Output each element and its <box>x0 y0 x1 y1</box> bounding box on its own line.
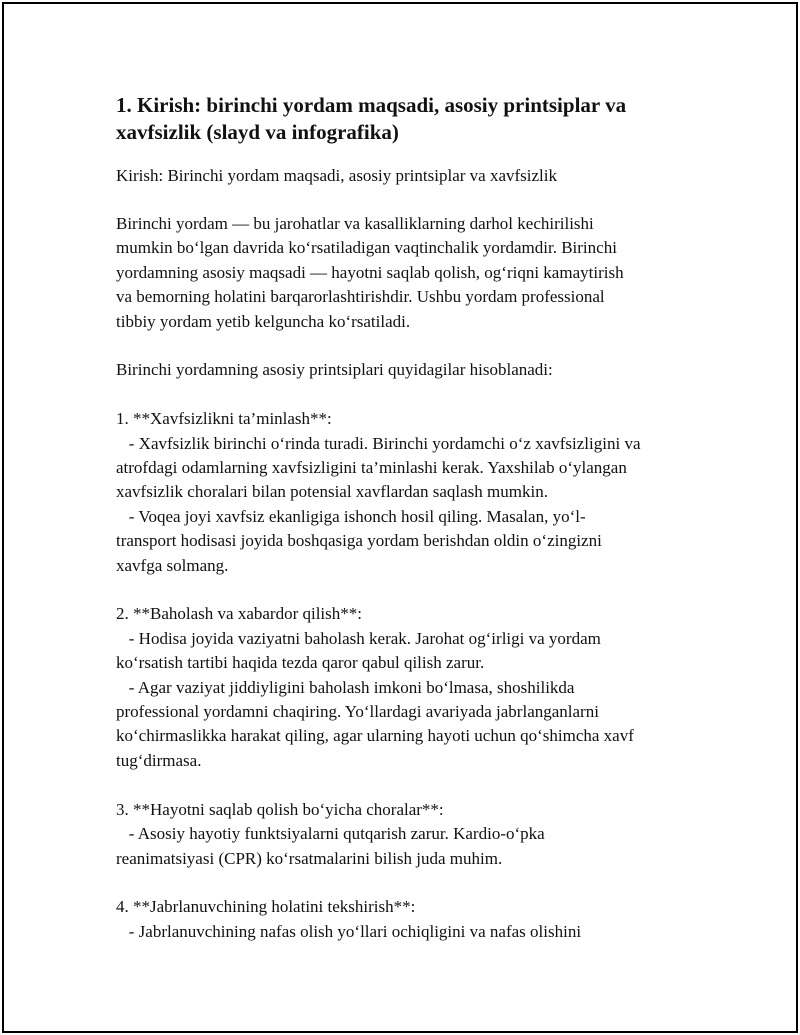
section-4 <box>116 895 696 944</box>
section-heading: 4. **Jabrlanuvchining holatini tekshirish**: <box>116 897 416 917</box>
text-line: - Xavfsizlik birinchi o‘rinda turadi. Birinchi yordamchi o‘z xavfsizligini va <box>116 433 641 453</box>
intro-paragraph <box>116 212 696 334</box>
text-line: tug‘dirmasa. <box>116 750 202 770</box>
section-1 <box>116 407 696 578</box>
text-line: - Jabrlanuvchining nafas olish yo‘llari ochiqligini va nafas olishini <box>116 921 582 941</box>
text-line: reanimatsiyasi (CPR) ko‘rsatmalarini bilish juda muhim. <box>116 848 503 868</box>
text-line: ko‘rsatish tartibi haqida tezda qaror qabul qilish zarur. <box>116 653 485 673</box>
text-line: Birinchi yordam — bu jarohatlar va kasalliklarning darhol kechirilishi <box>116 214 594 233</box>
principles-intro: Birinchi yordamning asosiy printsiplari quyidagilar hisoblanadi: <box>116 360 553 380</box>
section-heading: 2. **Baholash va xabardor qilish**: <box>116 604 362 624</box>
text-line: yordamning asosiy maqsadi — hayotni saqlab qolish, og‘riqni kamaytirish <box>116 262 624 282</box>
text-line: atrofdagi odamlarning xavfsizligini ta’minlashi kerak. Yaxshilab o‘ylangan <box>116 458 627 478</box>
text-line: tibbiy yordam yetib kelguncha ko‘rsatiladi. <box>116 311 411 331</box>
text-line: - Hodisa joyida vaziyatni baholash kerak. Jarohat og‘irligi va yordam <box>116 628 601 648</box>
text-line: professional yordamni chaqiring. Yo‘llardagi avariyada jabrlanganlarni <box>116 702 599 722</box>
text-line: - Agar vaziyat jiddiyligini baholash imkoni bo‘lmasa, shoshilikda <box>116 677 575 697</box>
text-line: - Asosiy hayotiy funktsiyalarni qutqarish zarur. Kardio-o‘pka <box>116 824 545 844</box>
section-2 <box>116 602 696 773</box>
text-line: xavfsizlik choralari bilan potensial xavflardan saqlash mumkin. <box>116 482 548 502</box>
text-line: mumkin bo‘lgan davrida ko‘rsatiladigan vaqtinchalik yordamdir. Birinchi <box>116 238 617 258</box>
text-line: xavfga solmang. <box>116 555 229 575</box>
document-title: 1. Kirish: birinchi yordam maqsadi, asosiy printsiplar va xavfsizlik (slayd va infografika) <box>116 93 627 144</box>
section-3 <box>116 798 696 871</box>
text-line: va bemorning holatini barqarorlashtirishdir. Ushbu yordam professional <box>116 287 605 307</box>
text-line: transport hodisasi joyida boshqasiga yordam berishdan oldin o‘zingizni <box>116 531 602 551</box>
section-heading: 1. **Xavfsizlikni ta’minlash**: <box>116 409 332 429</box>
document-subtitle: Kirish: Birinchi yordam maqsadi, asosiy printsiplar va xavfsizlik <box>116 166 557 185</box>
document-body <box>116 92 696 944</box>
text-line: - Voqea joyi xavfsiz ekanligiga ishonch hosil qiling. Masalan, yo‘l- <box>116 506 586 526</box>
text-line: ko‘chirmaslikka harakat qiling, agar ularning hayoti uchun qo‘shimcha xavf <box>116 726 634 746</box>
section-heading: 3. **Hayotni saqlab qolish bo‘yicha choralar**: <box>116 799 444 819</box>
